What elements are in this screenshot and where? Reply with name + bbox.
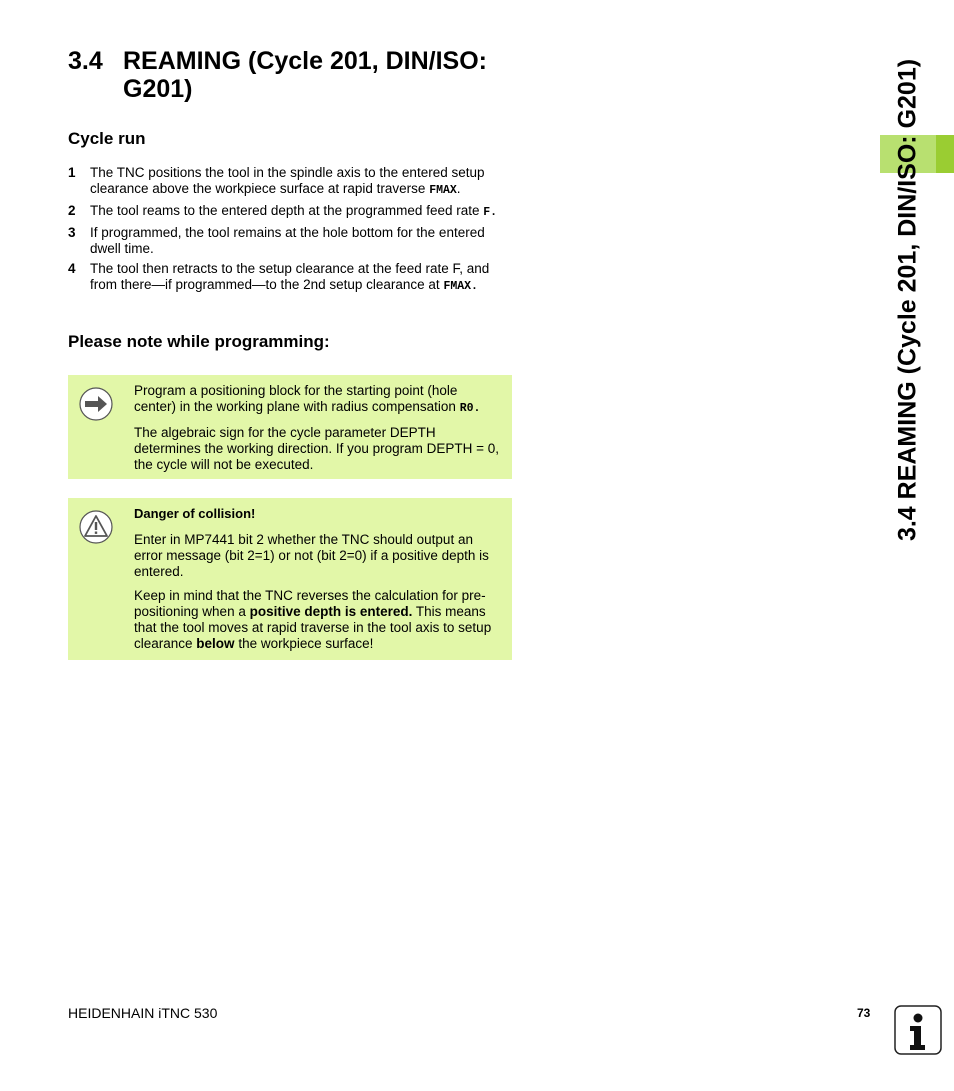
list-item: 3 If programmed, the tool remains at the hole bottom for the entered dwell time. (68, 225, 485, 256)
vertical-chapter-title: 3.4 REAMING (Cycle 201, DIN/ISO: G201) (893, 58, 922, 542)
note-box: Program a positioning block for the starting point (hole center) in the working plane with radius compensation R0. The algebraic sign for the cycle parameter DEPTH determines the working direction. If you program DEPTH = 0, the cycle will not be executed. (68, 375, 512, 479)
section-title: REAMING (Cycle 201, DIN/ISO: G201) (123, 47, 487, 103)
programming-heading: Please note while programming: (68, 332, 330, 351)
page-number: 73 (857, 1006, 871, 1020)
cycle-run-heading: Cycle run (68, 129, 146, 148)
warning-title: Danger of collision! (134, 506, 256, 521)
section-number: 3.4 (68, 47, 103, 75)
footer-product: HEIDENHAIN iTNC 530 (68, 1005, 218, 1021)
warning-box: Danger of collision! Enter in MP7441 bit 2 whether the TNC should output an error message (bit 2=1) or not (bit 2=0) if a positive depth is entered. Keep in mind that the TNC reverses the calculation for pre-positioning when a positive depth is entered. This means that the tool moves at rapid traverse in the tool axis to setup clearance below the workpiece surface! (68, 498, 512, 660)
list-item: 1 The TNC positions the tool in the spindle axis to the entered setup clearance above the workpiece surface at rapid traverse FMAX. (68, 165, 485, 197)
list-item: 4 The tool then retracts to the setup clearance at the feed rate F, and from there—if programmed—to the 2nd setup clearance at FMAX. (68, 261, 490, 293)
cycle-steps (68, 165, 513, 299)
info-icon (894, 1005, 942, 1055)
list-item: 2 The tool reams to the entered depth at the programmed feed rate F. (68, 203, 498, 219)
warning-icon (79, 510, 113, 544)
page-title (68, 47, 528, 103)
arrow-right-icon (79, 387, 113, 421)
